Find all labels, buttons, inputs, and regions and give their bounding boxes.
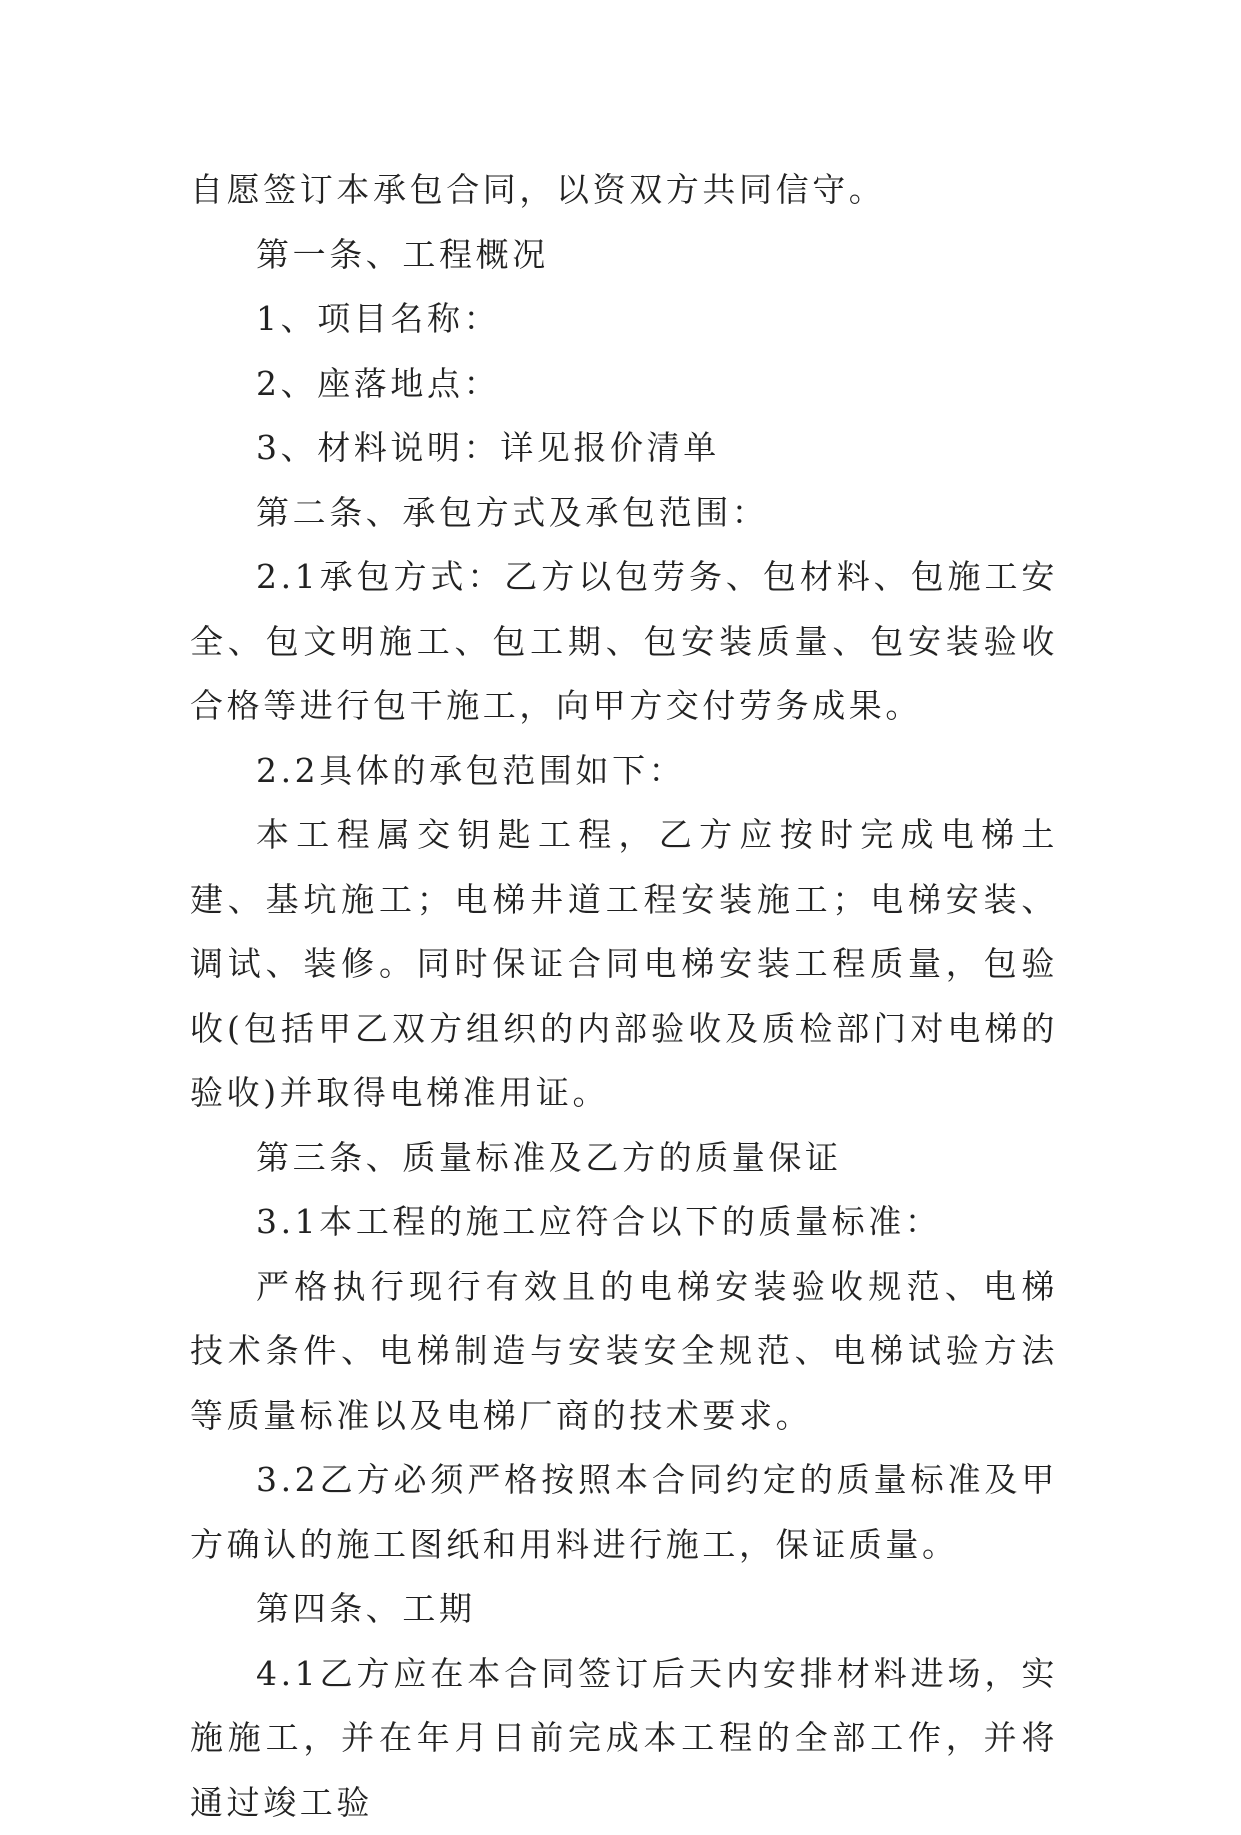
paragraph-3-1: 3.1本工程的施工应符合以下的质量标准： (190, 1190, 1058, 1255)
heading-article-1: 第一条、工程概况 (190, 223, 1058, 288)
heading-article-4: 第四条、工期 (190, 1577, 1058, 1642)
heading-article-3: 第三条、质量标准及乙方的质量保证 (190, 1126, 1058, 1191)
paragraph-2-1: 2.1承包方式：乙方以包劳务、包材料、包施工安全、包文明施工、包工期、包安装质量、包安装验收合格等进行包干施工，向甲方交付劳务成果。 (190, 545, 1058, 739)
paragraph-2-2: 2.2具体的承包范围如下： (190, 739, 1058, 804)
paragraph-location: 2、座落地点： (190, 352, 1058, 417)
paragraph-project-name: 1、项目名称： (190, 287, 1058, 352)
paragraph-standards: 严格执行现行有效且的电梯安装验收规范、电梯技术条件、电梯制造与安装安全规范、电梯试验方法等质量标准以及电梯厂商的技术要求。 (190, 1255, 1058, 1449)
paragraph-3-2: 3.2乙方必须严格按照本合同约定的质量标准及甲方确认的施工图纸和用料进行施工，保证质量。 (190, 1448, 1058, 1577)
paragraph-intro: 自愿签订本承包合同，以资双方共同信守。 (190, 158, 1058, 223)
heading-article-2: 第二条、承包方式及承包范围： (190, 481, 1058, 546)
paragraph-scope: 本工程属交钥匙工程，乙方应按时完成电梯土建、基坑施工；电梯井道工程安装施工；电梯安装、调试、装修。同时保证合同电梯安装工程质量，包验收(包括甲乙双方组织的内部验收及质检部门对电梯的验收)并取得电梯准用证。 (190, 803, 1058, 1126)
paragraph-4-1: 4.1乙方应在本合同签订后天内安排材料进场，实施施工，并在年月日前完成本工程的全部工作，并将通过竣工验 (190, 1642, 1058, 1835)
document-page (190, 158, 1058, 1835)
paragraph-materials: 3、材料说明：详见报价清单 (190, 416, 1058, 481)
